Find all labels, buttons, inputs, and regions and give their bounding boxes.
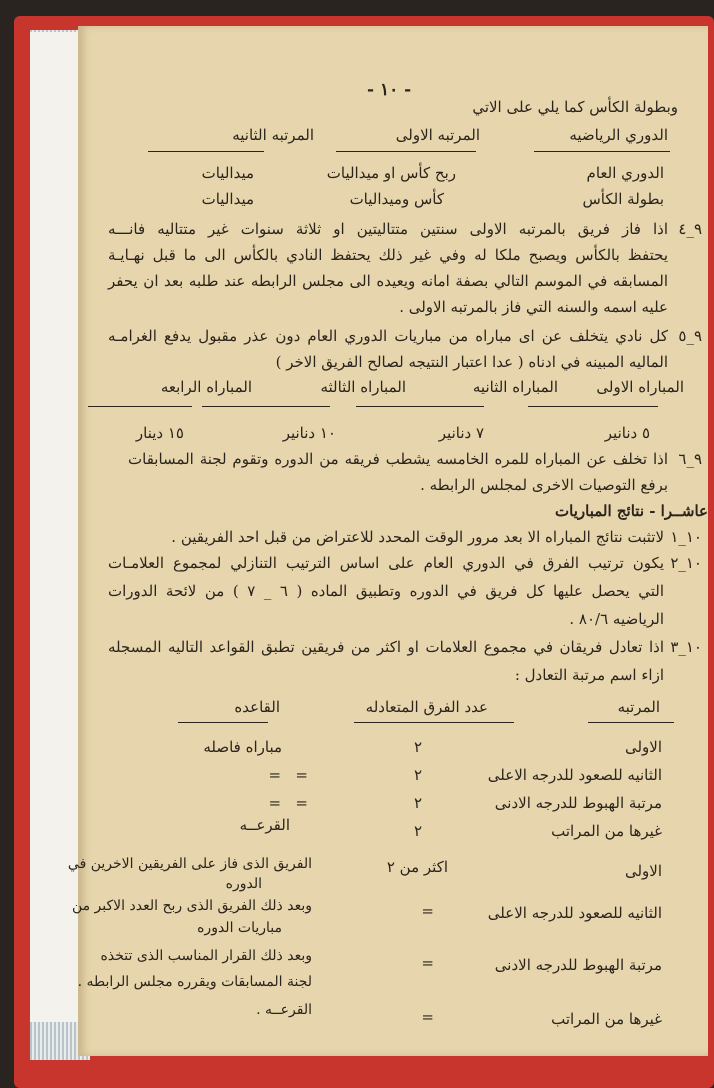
clause-number: ٩_٦ [678,450,702,468]
clause-text: الماليه المبينه في ادناه ( عدا اعتبار النتيجه لصالح الفريق الاخر ) [275,353,668,371]
tie-rule: = = [268,766,308,784]
awards-cell: ميداليات [201,190,254,208]
tie-header-rank: المرتبه [617,698,660,716]
tie-rank: مرتبة الهبوط للدرجه الادنى [494,794,662,812]
clause-text: يكون ترتيب الفرق في الدوري العام على اساس الترتيب التنازلي لمجموع العلامـات [108,554,664,572]
tie-header-underline [588,722,674,723]
awards-header-underline [336,151,476,152]
awards-cell: ميداليات [201,164,254,182]
fines-value: ١٥ دينار [135,424,184,442]
tie-rule: الدوره [225,876,262,892]
tie-count: اكثر من ٢ [386,858,448,876]
page-number: - ١٠ - [367,80,412,100]
clause-text: عليه اسمه والسنه التي فاز بالمرتبه الاولى . [399,298,668,316]
awards-cell: كأس وميداليات [349,190,444,208]
tie-rule: القرعــه [239,816,290,834]
tie-count: = [421,902,434,920]
awards-cell: الدوري العام [586,164,664,182]
tie-count: = [421,954,434,972]
fines-header-underline [528,406,658,407]
tie-count: ٢ [413,822,422,840]
tie-header-count: عدد الفرق المتعادله [365,698,488,716]
tie-rule: لجنة المسابقات ويقرره مجلس الرابطه . [77,974,312,990]
fines-value: ٧ دنانير [438,424,484,442]
awards-header-underline [534,151,670,152]
tie-rule: مباراه فاصله [203,738,282,756]
clause-text: كل نادي يتخلف عن اى مباراه من مباريات الدوري العام دون عذر مقبول يدفع الغرامـه [108,327,668,345]
clause-text: لاتثبت نتائج المباراه الا بعد مرور الوقت المحدد للاعتراض من قبل احد الفريقين . [171,528,664,546]
tie-header-underline [178,722,268,723]
awards-header-first: المرتبه الاولى [395,126,480,144]
tie-rule: مباريات الدوره [197,920,282,936]
tie-rule: وبعد ذلك القرار المناسب الذى تتخذه [100,948,312,964]
tie-rank: الثانيه للصعود للدرجه الاعلى [487,904,662,922]
document-page [67,26,708,1056]
clause-number: ٩_٥ [678,327,702,345]
tie-count: ٢ [413,766,422,784]
clause-text: اذا فاز فريق بالمرتبه الاولى سنتين متتاليتين او ثلاثة سنوات غير متتاليه فانـــه [108,220,668,238]
clause-number: ١٠_٢ [670,554,702,572]
tie-rank: غيرها من المراتب [551,1010,662,1028]
tie-rank: غيرها من المراتب [551,822,662,840]
tie-rule: وبعد ذلك الفريق الذى ربح العدد الاكبر من [71,898,312,914]
fines-header-underline [202,406,330,407]
tie-header-rule: القاعده [234,698,280,716]
fines-value: ١٠ دنانير [282,424,336,442]
clause-text: اذا تخلف عن المباراه للمره الخامسه يشطب فريقه من الدوره وتقوم لجنة المسابقات [128,450,668,468]
tie-rank: مرتبة الهبوط للدرجه الادنى [494,956,662,974]
clause-number: ١٠_١ [670,528,702,546]
tie-header-underline [354,722,514,723]
clause-text: المسابقه في الموسم التالي بصفة امانه ويعيده الى مجلس الرابطه عند طلبه بعد ان يحفر [108,272,668,290]
awards-cell: بطولة الكأس [582,190,664,208]
awards-header-underline [148,151,264,152]
tie-rank: الثانيه للصعود للدرجه الاعلى [487,766,662,784]
awards-cell: ربح كأس او ميداليات [326,164,456,182]
clause-text: اذا تعادل فريقان في مجموع العلامات او اكثر من فريقين تطبق القواعد التاليه المسجله [108,638,664,656]
clause-number: ٩_٤ [678,220,702,238]
awards-header-league: الدوري الرياضيه [569,126,668,144]
intro-line: وبطولة الكأس كما يلي على الاتي [472,98,678,116]
tie-rule: = = [268,794,308,812]
tie-rule: الفريق الذى فاز على الفريقين الاخرين في [67,856,312,872]
clause-text: ازاء اسم مرتبة التعادل : [514,666,664,684]
fines-header-underline [88,406,192,407]
fines-header: المباراه الثانيه [472,378,558,396]
tie-count: ٢ [413,794,422,812]
tie-count: ٢ [413,738,422,756]
awards-header-second: المرتبه الثانيه [232,126,314,144]
tie-rank: الاولى [624,862,662,880]
blank-page [30,32,80,1022]
clause-text: برفع التوصيات الاخرى لمجلس الرابطه . [420,476,668,494]
fines-header-underline [356,406,484,407]
tie-rule: القرعــه . [256,1002,312,1018]
clause-text: التي يحصل عليها كل فريق في الدوره وتطبيق الماده ( ٦ _ ٧ ) من لائحة الدورات [108,582,664,600]
clause-number: ١٠_٣ [670,638,702,656]
section-heading: عاشــرا - نتائج المباريات [555,502,708,520]
clause-text: الرياضيه ٨٠/٦ . [569,610,664,628]
fines-header: المباراه الثالثه [320,378,406,396]
fines-header: المباراه الاولى [596,378,684,396]
fines-header: المباراه الرابعه [160,378,252,396]
clause-text: يحتفظ بالكأس ويصبح ملكا له وفي غير ذلك يحتفظ النادي بالكأس الى ما قبل نهـايـة [108,246,668,264]
tie-count: = [421,1008,434,1026]
tie-rank: الاولى [624,738,662,756]
fines-value: ٥ دنانير [604,424,650,442]
